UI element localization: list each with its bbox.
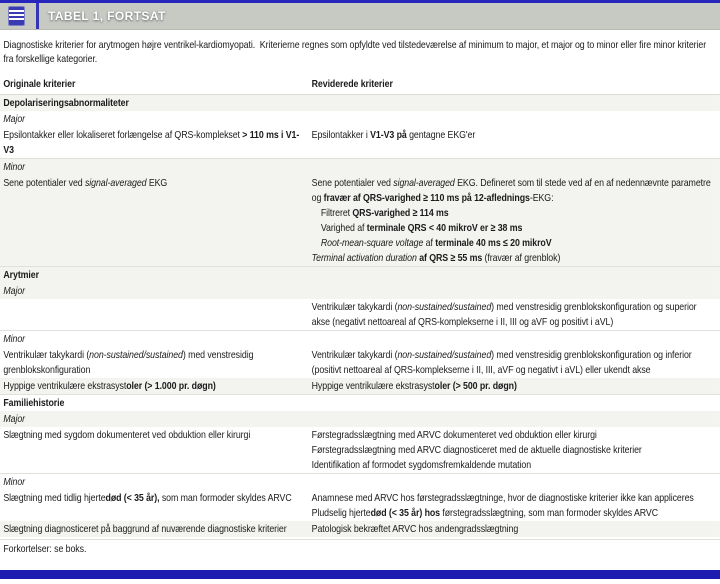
criteria-text: Ventrikulær takykardi (non-sustained/sustained) med venstresidig grenblokskonfiguration og superior akse (negativt nettoareal af QRS-komplekserne i II, III og aVF og positivt i aVL) [311,300,697,328]
section-row: Arytmier [0,266,720,283]
criteria-text: Førstegradsslægtning med ARVC diagnosticeret med de aktuelle diagnostiske kriterier [311,443,642,456]
table-title: TABEL 1, FORTSAT [48,9,166,23]
label-row: Minor [0,158,720,175]
table-column-headers [0,72,720,95]
criteria-text: Slægtning diagnosticeret på baggrund af nuværende diagnostiske kriterier [3,522,287,535]
criteria-row [0,427,720,473]
section-row: Depolariseringsabnormaliteter [0,95,720,111]
revised-criteria-cell [312,128,717,158]
criteria-text: Terminal activation duration af QRS ≥ 55 ms (fravær af grenblok) [311,251,561,264]
criteria-text: Filtreret QRS-varighed ≥ 114 ms [320,206,449,219]
criteria-text: Ventrikulær takykardi (non-sustained/sustained) med venstresidig grenblokskonfiguration [3,348,254,376]
column-header-revised: Reviderede kriterier [311,78,393,90]
revised-criteria-cell [312,379,717,394]
label-row: Minor [0,473,720,490]
original-criteria-cell [3,176,301,266]
original-criteria-cell [3,348,301,378]
revised-criteria-cell [312,491,717,521]
criteria-row [0,127,720,158]
table-caption: Diagnostiske kriterier for arytmogen højre ventrikel-kardiomyopati. Kriterierne regnes som opfyldte ved tilstedeværelse af minimum to major, et major og to minor eller fire minor kriterier fra forskellige kategorier. [3,39,709,65]
original-criteria-cell [3,491,301,521]
criteria-text: Anamnese med ARVC hos førstegradsslægtninge, hvor de diagnostiske kriterier ikke kan appliceres [311,491,694,504]
title-bar [0,3,720,30]
original-criteria-cell [3,522,301,537]
section-row: Familiehistorie [0,394,720,411]
label-row: Major [3,112,26,125]
criteria-row [0,490,720,521]
criteria-text: Patologisk bekræftet ARVC hos andengradsslægtning [311,522,519,535]
bottom-accent-bar [0,570,720,579]
criteria-text: Root-mean-square voltage af terminale 40 ms ≤ 20 mikroV [320,236,552,249]
criteria-text: Sene potentialer ved signal-averaged EKG. Defineret som til stede ved af en af nedennævnte parametre og fravær af QRS-varighed ≥ 110 ms på 12-aflednings-EKG: [311,176,711,204]
original-criteria-cell [3,300,301,330]
criteria-text: Førstegradsslægtning med ARVC dokumenteret ved obduktion eller kirurgi [311,428,597,441]
criteria-text: Pludselig hjertedød (< 35 år) hos førstegradsslægtning, som man formoder skyldes ARVC [311,506,659,519]
criteria-table-body [0,95,720,537]
label-row: Major [0,411,720,427]
criteria-row [0,378,720,394]
revised-criteria-cell [312,522,717,537]
title-divider [36,3,39,29]
criteria-text: Slægtning med tidlig hjertedød (< 35 år), som man formoder skyldes ARVC [3,491,292,504]
original-criteria-cell [3,128,301,158]
revised-criteria-cell [312,428,717,473]
criteria-text: Slægtning med sygdom dokumenteret ved obduktion eller kirurgi [3,428,251,441]
revised-criteria-cell [312,300,717,330]
criteria-row [0,521,720,537]
criteria-text: Epsilontakker i V1-V3 på gentagne EKG'er [311,128,476,141]
table-content [0,30,720,557]
criteria-text: Hyppige ventrikulære ekstrasystoler (> 1.000 pr. døgn) [3,379,216,392]
criteria-text: Sene potentialer ved signal-averaged EKG [3,176,168,189]
original-criteria-cell [3,428,301,473]
criteria-text: Hyppige ventrikulære ekstrasystoler (> 500 pr. døgn) [311,379,517,392]
label-row: Minor [0,330,720,347]
table-document-icon [8,6,25,26]
original-criteria-cell [3,379,301,394]
criteria-text: Varighed af terminale QRS < 40 mikroV er ≥ 38 ms [320,221,523,234]
criteria-text: Epsilontakker eller lokaliseret forlængelse af QRS-komplekset > 110 ms i V1-V3 [3,128,300,156]
criteria-row [0,175,720,266]
criteria-text: Ventrikulær takykardi (non-sustained/sustained) med venstresidig grenblokskonfiguration og inferior (positivt nettoareal af QRS-komplekserne i II, III, aVF og negativt i aVL) eller ukendt akse [311,348,692,376]
label-row: Major [0,283,720,299]
revised-criteria-cell [312,348,717,378]
column-header-original: Originale kriterier [3,78,76,90]
criteria-text: Identifikation af formodet sygdomsfremkaldende mutation [311,458,532,471]
abbreviations-note: Forkortelser: se boks. [0,539,720,557]
criteria-row [0,299,720,330]
criteria-row [0,347,720,378]
revised-criteria-cell [312,176,717,266]
